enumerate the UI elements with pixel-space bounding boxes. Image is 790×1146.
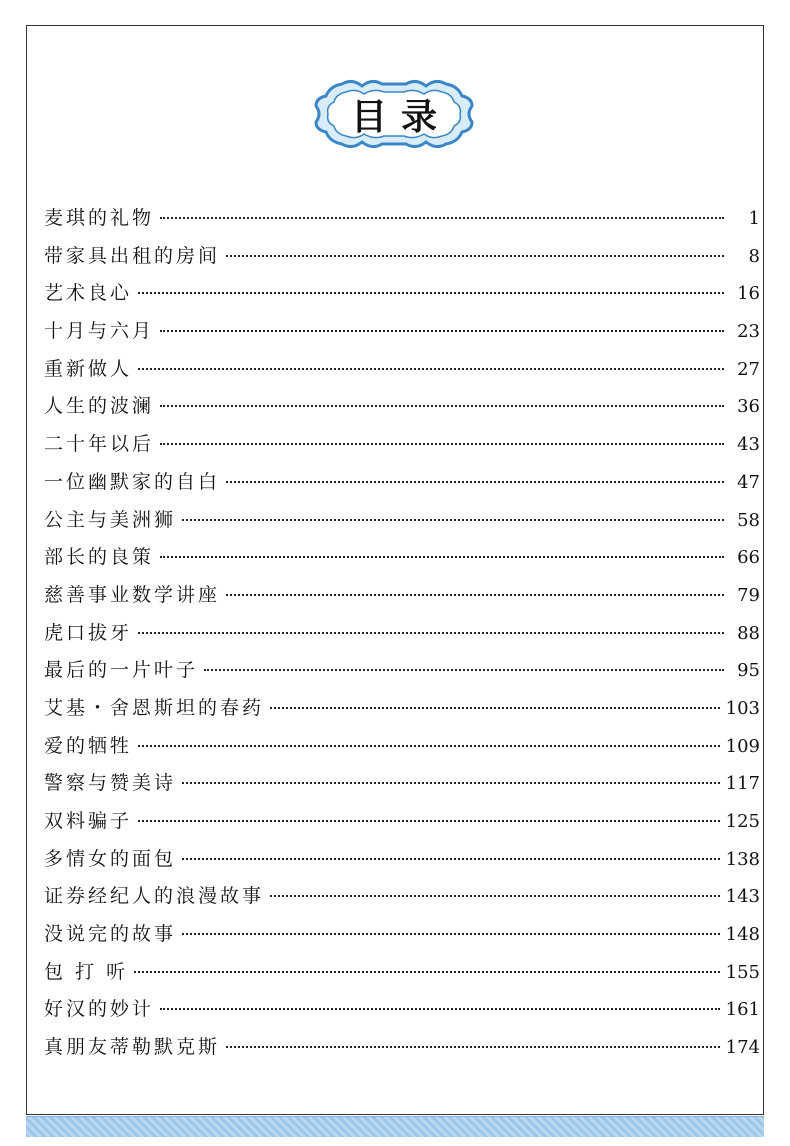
toc-entry-title: 真朋友蒂勒默克斯 <box>44 1036 221 1059</box>
toc-entry-title: 艾基・舍恩斯坦的春药 <box>44 696 265 719</box>
dot-leader <box>182 857 720 860</box>
toc-row[interactable] <box>44 618 760 656</box>
toc-page-number: 103 <box>725 697 760 719</box>
toc-page-number: 109 <box>725 735 760 757</box>
toc-entry-title: 慈善事业数学讲座 <box>44 583 221 606</box>
toc-page-number: 95 <box>737 660 760 682</box>
toc-entry-title: 部长的良策 <box>44 546 155 569</box>
toc-entry-title: 包 打 听 <box>44 960 129 983</box>
toc-page-number: 79 <box>737 584 760 606</box>
toc-page-number: 1 <box>748 208 760 229</box>
toc-row[interactable] <box>44 203 760 241</box>
toc-row[interactable] <box>44 806 760 844</box>
toc-page-number: 47 <box>737 471 760 493</box>
dot-leader <box>160 442 724 445</box>
toc-row[interactable] <box>44 316 760 354</box>
toc-page-number: 36 <box>737 396 760 418</box>
toc-entry-title: 带家具出租的房间 <box>44 244 221 267</box>
toc-row[interactable] <box>44 467 760 505</box>
toc-entry-title: 好汉的妙计 <box>44 998 155 1021</box>
toc-entry-title: 公主与美洲狮 <box>44 508 177 531</box>
toc-page-number: 143 <box>725 886 760 908</box>
toc-page-number: 58 <box>737 509 760 531</box>
toc-page-number: 8 <box>748 245 760 267</box>
toc-row[interactable] <box>44 241 760 279</box>
dot-leader <box>160 404 724 407</box>
dot-leader <box>138 744 720 747</box>
toc-entry-title: 重新做人 <box>44 357 133 380</box>
table-of-contents <box>44 203 760 1070</box>
toc-entry-title: 麦琪的礼物 <box>44 207 155 229</box>
dot-leader <box>226 1045 720 1048</box>
toc-page-number: 16 <box>737 283 760 305</box>
toc-entry-title: 二十年以后 <box>44 433 155 456</box>
dot-leader <box>182 932 720 935</box>
toc-row[interactable] <box>44 844 760 882</box>
toc-page-number: 161 <box>725 999 760 1021</box>
dot-leader <box>226 480 724 483</box>
toc-page-number: 174 <box>725 1037 760 1059</box>
toc-page-number: 125 <box>725 811 760 832</box>
toc-row[interactable] <box>44 693 760 731</box>
toc-page-number: 148 <box>725 924 760 946</box>
toc-row[interactable] <box>44 655 760 693</box>
dot-leader <box>270 894 720 897</box>
toc-row[interactable] <box>44 354 760 392</box>
toc-entry-title: 艺术良心 <box>44 282 133 305</box>
dot-leader <box>270 706 720 709</box>
toc-row[interactable] <box>44 994 760 1032</box>
toc-row[interactable] <box>44 1032 760 1070</box>
page-title: 目录 <box>350 96 451 138</box>
toc-row[interactable] <box>44 731 760 769</box>
dot-leader <box>160 216 724 219</box>
dot-leader <box>160 1007 720 1010</box>
toc-page-number: 88 <box>737 622 760 644</box>
toc-row[interactable] <box>44 768 760 806</box>
dot-leader <box>134 970 720 973</box>
toc-row[interactable] <box>44 580 760 618</box>
toc-page-number: 66 <box>737 547 760 569</box>
dot-leader <box>226 254 724 257</box>
toc-row[interactable] <box>44 881 760 919</box>
dot-leader <box>204 668 724 671</box>
dot-leader <box>160 329 724 332</box>
dot-leader <box>160 555 724 558</box>
dot-leader <box>138 367 724 370</box>
toc-row[interactable] <box>44 391 760 429</box>
toc-page-number: 43 <box>737 434 760 456</box>
dot-leader <box>138 819 720 822</box>
toc-entry-title: 一位幽默家的自白 <box>44 470 221 493</box>
toc-page-number: 155 <box>725 961 760 983</box>
toc-entry-title: 虎口拔牙 <box>44 621 133 644</box>
toc-page-number: 117 <box>725 773 760 795</box>
dot-leader <box>226 593 724 596</box>
toc-entry-title: 多情女的面包 <box>44 847 177 870</box>
toc-page-number: 138 <box>725 848 760 870</box>
toc-entry-title: 十月与六月 <box>44 320 155 343</box>
toc-row[interactable] <box>44 919 760 957</box>
dot-leader <box>182 781 720 784</box>
toc-entry-title: 证券经纪人的浪漫故事 <box>44 885 265 908</box>
toc-entry-title: 没说完的故事 <box>44 923 177 946</box>
decorative-bottom-band <box>26 1116 764 1137</box>
toc-row[interactable] <box>44 505 760 543</box>
toc-entry-title: 警察与赞美诗 <box>44 772 177 795</box>
title-banner <box>312 76 476 152</box>
toc-row[interactable] <box>44 542 760 580</box>
dot-leader <box>138 291 724 294</box>
toc-entry-title: 人生的波澜 <box>44 395 155 418</box>
toc-page-number: 27 <box>737 358 760 380</box>
dot-leader <box>182 518 724 521</box>
toc-row[interactable] <box>44 429 760 467</box>
dot-leader <box>138 631 724 634</box>
toc-entry-title: 双料骗子 <box>44 810 133 832</box>
toc-entry-title: 最后的一片叶子 <box>44 659 199 682</box>
toc-page-number: 23 <box>737 321 760 343</box>
toc-entry-title: 爱的牺牲 <box>44 734 133 757</box>
toc-row[interactable] <box>44 278 760 316</box>
toc-row[interactable] <box>44 957 760 995</box>
